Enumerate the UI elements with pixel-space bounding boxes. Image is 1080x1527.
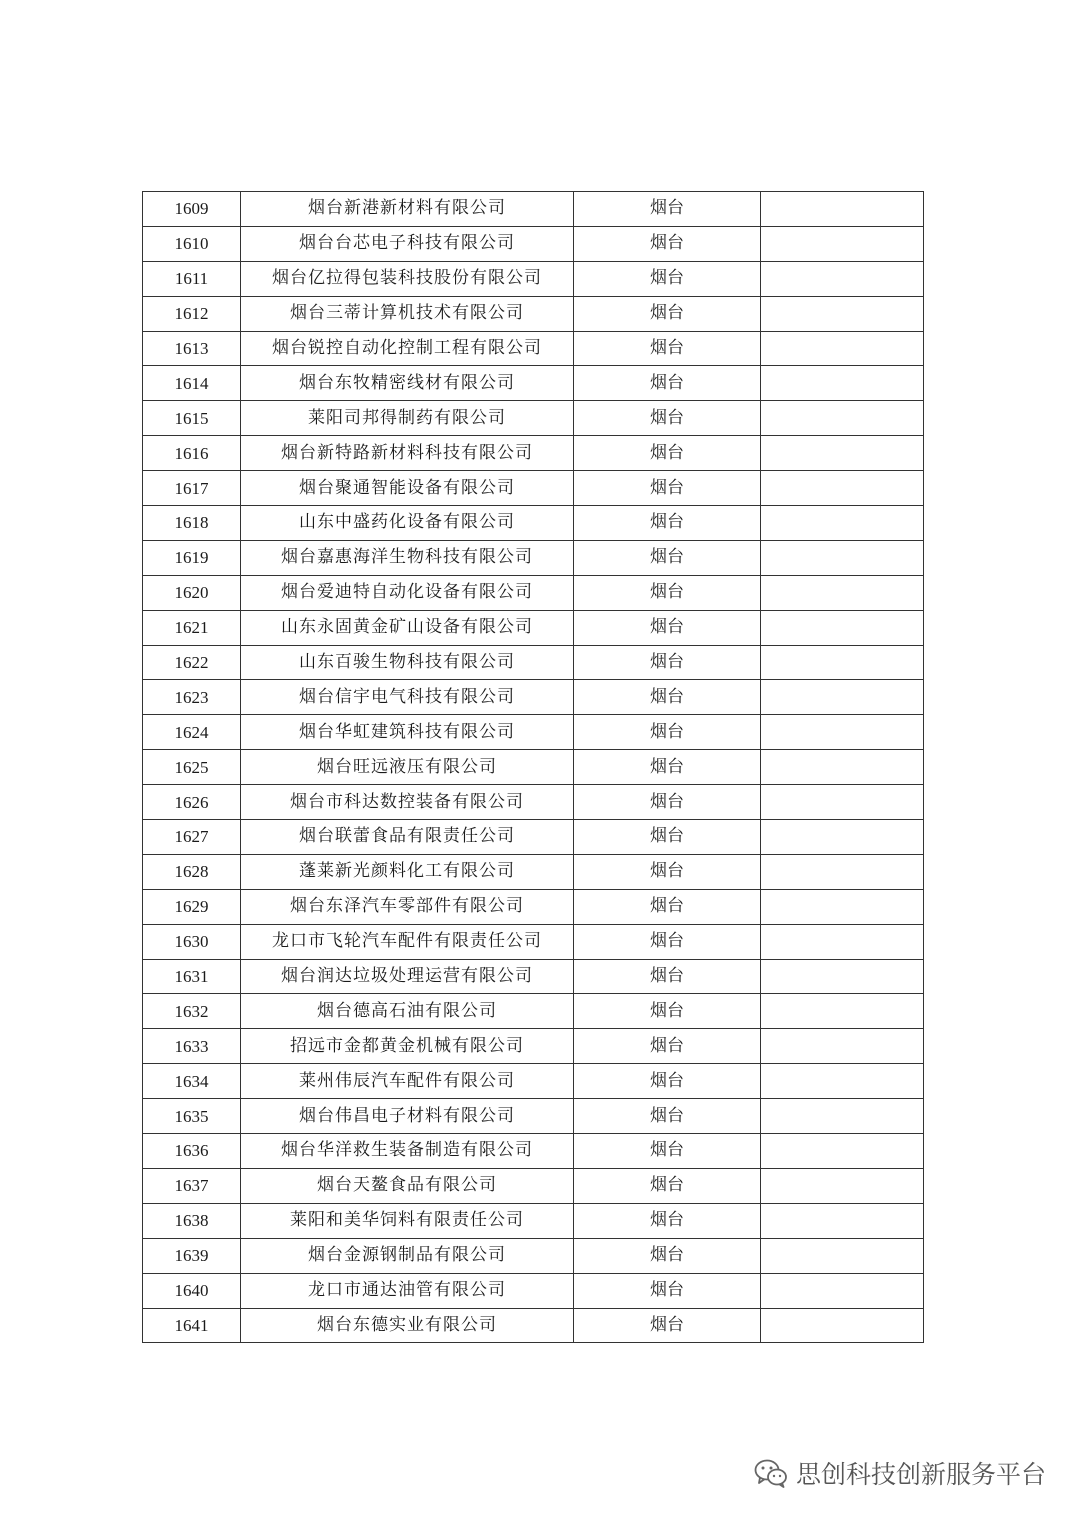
note [761,226,924,261]
city: 烟台 [574,192,761,227]
city: 烟台 [574,1134,761,1169]
company-list-table [142,191,924,1343]
row-number: 1609 [143,192,241,227]
company-name: 烟台聚通智能设备有限公司 [241,471,574,506]
note [761,889,924,924]
row-number: 1634 [143,1064,241,1099]
table-row [143,506,924,541]
note [761,1273,924,1308]
company-name: 烟台信宇电气科技有限公司 [241,680,574,715]
city: 烟台 [574,366,761,401]
table-row [143,192,924,227]
note [761,1064,924,1099]
table-row [143,1134,924,1169]
city: 烟台 [574,1273,761,1308]
table-row [143,540,924,575]
row-number: 1630 [143,924,241,959]
note [761,540,924,575]
note [761,1029,924,1064]
city: 烟台 [574,471,761,506]
city: 烟台 [574,1168,761,1203]
row-number: 1614 [143,366,241,401]
table-row [143,924,924,959]
row-number: 1632 [143,994,241,1029]
note [761,506,924,541]
table-row [143,1099,924,1134]
table-row [143,1029,924,1064]
table-body [143,192,924,1343]
watermark [754,1453,1046,1493]
company-name: 烟台联蕾食品有限责任公司 [241,820,574,855]
company-name: 龙口市飞轮汽车配件有限责任公司 [241,924,574,959]
table-row [143,750,924,785]
row-number: 1611 [143,261,241,296]
row-number: 1625 [143,750,241,785]
company-name: 山东百骏生物科技有限公司 [241,645,574,680]
company-name: 烟台爱迪特自动化设备有限公司 [241,575,574,610]
note [761,715,924,750]
table-row [143,889,924,924]
note [761,820,924,855]
row-number: 1619 [143,540,241,575]
table-row [143,680,924,715]
company-name: 烟台金源钢制品有限公司 [241,1238,574,1273]
company-name: 烟台新港新材料有限公司 [241,192,574,227]
company-name: 龙口市通达油管有限公司 [241,1273,574,1308]
row-number: 1618 [143,506,241,541]
company-name: 烟台天鳌食品有限公司 [241,1168,574,1203]
company-name: 烟台东牧精密线材有限公司 [241,366,574,401]
table-row [143,610,924,645]
table-row [143,366,924,401]
city: 烟台 [574,924,761,959]
note [761,296,924,331]
table-row [143,715,924,750]
note [761,785,924,820]
row-number: 1640 [143,1273,241,1308]
note [761,1238,924,1273]
city: 烟台 [574,645,761,680]
company-name: 烟台旺远液压有限公司 [241,750,574,785]
city: 烟台 [574,436,761,471]
table-row [143,1273,924,1308]
row-number: 1635 [143,1099,241,1134]
company-name: 烟台新特路新材料科技有限公司 [241,436,574,471]
note [761,750,924,785]
city: 烟台 [574,680,761,715]
row-number: 1627 [143,820,241,855]
row-number: 1626 [143,785,241,820]
wechat-icon [754,1458,788,1488]
row-number: 1622 [143,645,241,680]
note [761,471,924,506]
city: 烟台 [574,1203,761,1238]
note [761,436,924,471]
city: 烟台 [574,506,761,541]
row-number: 1629 [143,889,241,924]
row-number: 1638 [143,1203,241,1238]
row-number: 1631 [143,959,241,994]
city: 烟台 [574,610,761,645]
city: 烟台 [574,1099,761,1134]
note [761,994,924,1029]
row-number: 1641 [143,1308,241,1343]
city: 烟台 [574,994,761,1029]
table-row [143,226,924,261]
note [761,366,924,401]
note [761,1099,924,1134]
table-row [143,261,924,296]
city: 烟台 [574,226,761,261]
row-number: 1617 [143,471,241,506]
city: 烟台 [574,820,761,855]
note [761,575,924,610]
company-name: 烟台台芯电子科技有限公司 [241,226,574,261]
city: 烟台 [574,296,761,331]
note [761,924,924,959]
city: 烟台 [574,715,761,750]
city: 烟台 [574,959,761,994]
company-name: 山东永固黄金矿山设备有限公司 [241,610,574,645]
row-number: 1612 [143,296,241,331]
company-name: 烟台华虹建筑科技有限公司 [241,715,574,750]
company-name: 烟台三蒂计算机技术有限公司 [241,296,574,331]
note [761,645,924,680]
company-name: 烟台华洋救生装备制造有限公司 [241,1134,574,1169]
city: 烟台 [574,750,761,785]
row-number: 1633 [143,1029,241,1064]
table-row [143,401,924,436]
company-name: 山东中盛药化设备有限公司 [241,506,574,541]
company-name: 烟台东德实业有限公司 [241,1308,574,1343]
company-name: 招远市金都黄金机械有限公司 [241,1029,574,1064]
city: 烟台 [574,331,761,366]
watermark-text: 思创科技创新服务平台 [795,1460,1046,1489]
company-name: 烟台亿拉得包装科技股份有限公司 [241,261,574,296]
table-row [143,1308,924,1343]
city: 烟台 [574,854,761,889]
note [761,261,924,296]
row-number: 1613 [143,331,241,366]
note [761,610,924,645]
table-row [143,331,924,366]
city: 烟台 [574,575,761,610]
table-row [143,296,924,331]
table-row [143,785,924,820]
company-name: 烟台德高石油有限公司 [241,994,574,1029]
company-name: 烟台锐控自动化控制工程有限公司 [241,331,574,366]
row-number: 1610 [143,226,241,261]
table-row [143,1238,924,1273]
row-number: 1628 [143,854,241,889]
row-number: 1620 [143,575,241,610]
note [761,959,924,994]
note [761,854,924,889]
table-row [143,1064,924,1099]
company-name: 莱州伟辰汽车配件有限公司 [241,1064,574,1099]
table-row [143,1168,924,1203]
row-number: 1616 [143,436,241,471]
table-row [143,854,924,889]
row-number: 1621 [143,610,241,645]
table-row [143,645,924,680]
city: 烟台 [574,1029,761,1064]
note [761,401,924,436]
city: 烟台 [574,1308,761,1343]
company-name: 烟台伟昌电子材料有限公司 [241,1099,574,1134]
city: 烟台 [574,785,761,820]
company-name: 烟台东泽汽车零部件有限公司 [241,889,574,924]
row-number: 1624 [143,715,241,750]
company-name: 烟台润达垃圾处理运营有限公司 [241,959,574,994]
row-number: 1637 [143,1168,241,1203]
company-name: 烟台嘉惠海洋生物科技有限公司 [241,540,574,575]
table-row [143,959,924,994]
city: 烟台 [574,401,761,436]
table-row [143,436,924,471]
table-row [143,1203,924,1238]
row-number: 1636 [143,1134,241,1169]
company-name: 莱阳司邦得制药有限公司 [241,401,574,436]
table-row [143,575,924,610]
note [761,1308,924,1343]
note [761,331,924,366]
note [761,192,924,227]
company-name: 莱阳和美华饲料有限责任公司 [241,1203,574,1238]
note [761,1134,924,1169]
table-row [143,994,924,1029]
city: 烟台 [574,889,761,924]
note [761,1203,924,1238]
city: 烟台 [574,540,761,575]
city: 烟台 [574,261,761,296]
note [761,1168,924,1203]
row-number: 1615 [143,401,241,436]
row-number: 1623 [143,680,241,715]
company-name: 烟台市科达数控装备有限公司 [241,785,574,820]
note [761,680,924,715]
company-name: 蓬莱新光颜料化工有限公司 [241,854,574,889]
row-number: 1639 [143,1238,241,1273]
table-row [143,471,924,506]
city: 烟台 [574,1238,761,1273]
city: 烟台 [574,1064,761,1099]
table-row [143,820,924,855]
